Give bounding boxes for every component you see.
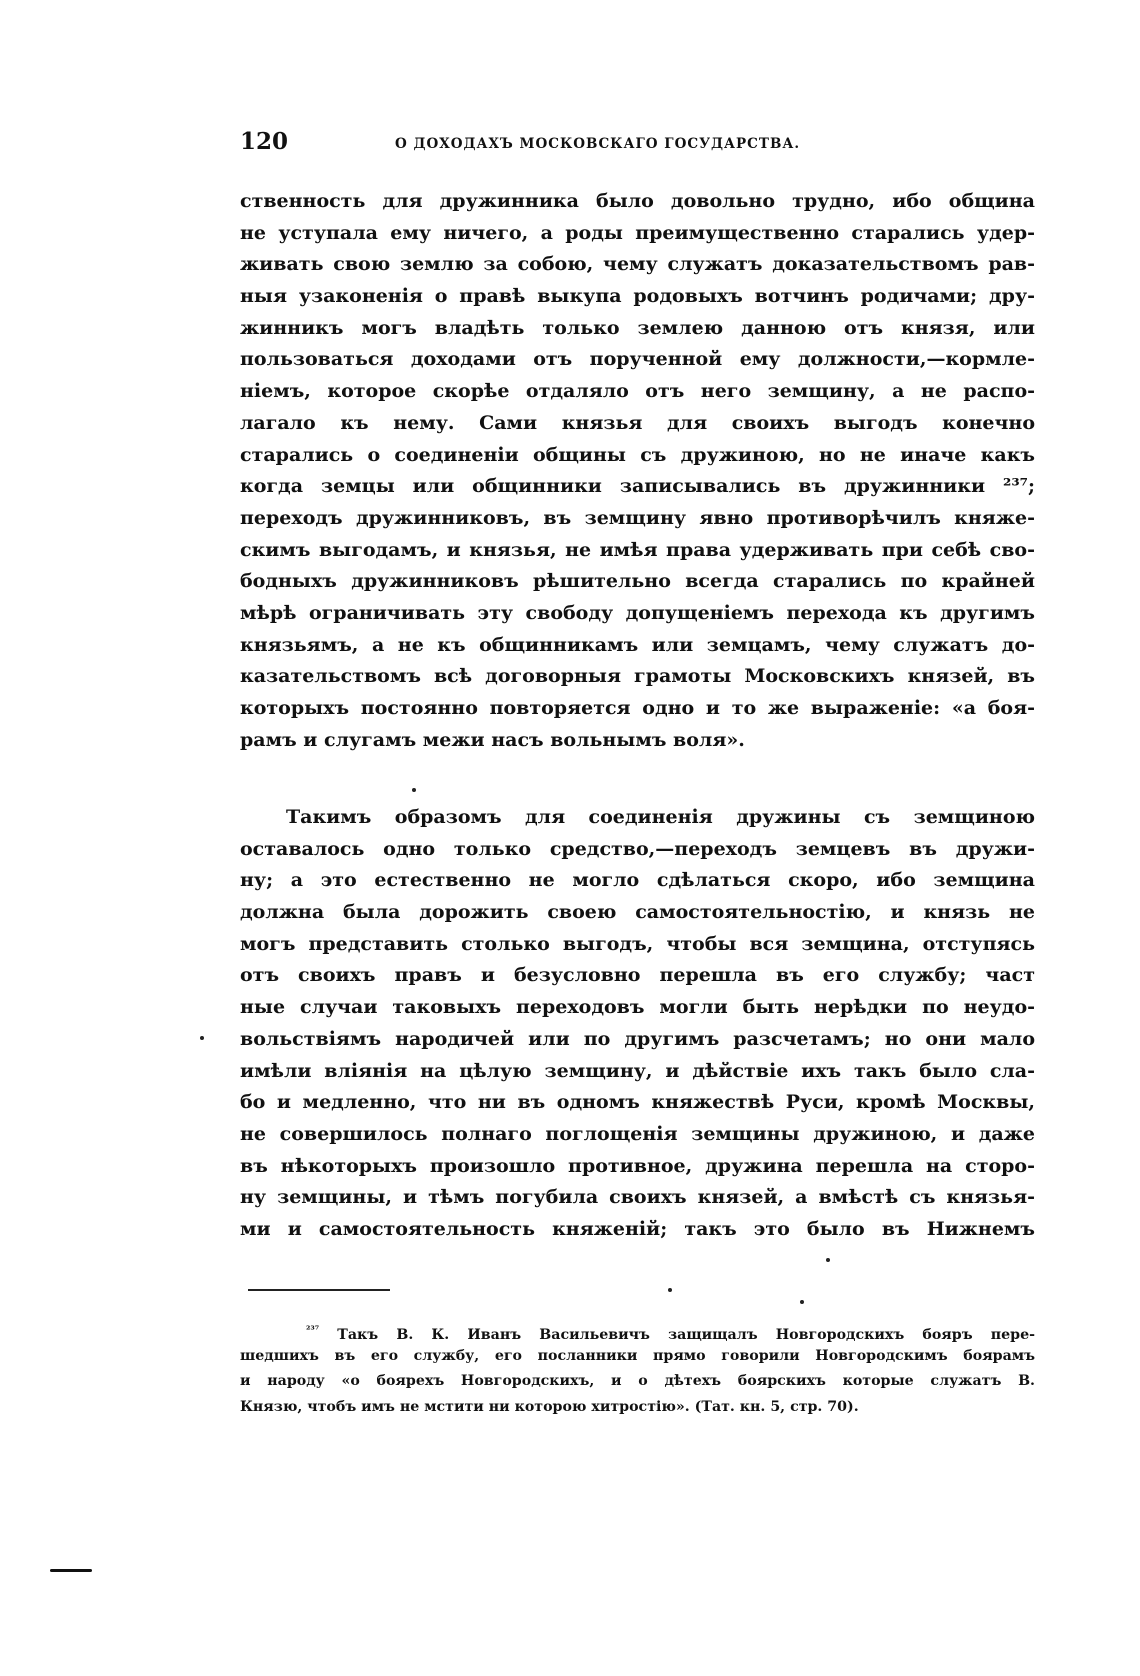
ink-speck (668, 1288, 672, 1292)
ink-speck (200, 1036, 204, 1040)
text-line: пользоваться доходами отъ порученной ему должности,—кормле- (240, 348, 1035, 371)
text-line: не уступала ему ничего, а роды преимущественно старались удер- (240, 221, 1035, 244)
ink-speck (412, 788, 416, 792)
text-line: имѣли вліянія на цѣлую земщину, и дѣйствіе ихъ такъ было сла- (240, 1059, 1035, 1082)
text-line: старались о соединеніи общины съ дружиною, но не иначе какъ (240, 443, 1035, 466)
text-line: когда земцы или общинники записывались въ дружинники ²³⁷; (240, 475, 1035, 498)
text-line: бодныхъ дружинниковъ рѣшительно всегда старались по крайней (240, 570, 1035, 593)
text-line: рамъ и слугамъ межи насъ вольнымъ воля». (240, 728, 745, 751)
text-line: ну земщины, и тѣмъ погубила своихъ князей, а вмѣстѣ съ князья- (240, 1186, 1035, 1209)
text-line: князьямъ, а не къ общинникамъ или земцамъ, чему служатъ до- (240, 633, 1035, 656)
text-line: переходъ дружинниковъ, въ земщину явно противорѣчилъ княже- (240, 506, 1035, 529)
footnote-marker: ²³⁷ (306, 1325, 320, 1336)
paragraph-continuation (240, 186, 1035, 756)
text-line: не совершилось полнаго поглощенія земщины дружиною, и даже (240, 1122, 1035, 1145)
footnote-line: шедшихъ въ его службу, его посланники прямо говорили Новгородскимъ боярамъ (240, 1347, 1035, 1364)
text-line: отъ своихъ правъ и безусловно перешла въ его службу; част (240, 964, 1035, 987)
footnote-line (240, 1318, 1035, 1344)
margin-mark (50, 1569, 92, 1572)
footnote-separator (248, 1289, 390, 1291)
text-line: лагало къ нему. Сами князья для своихъ выгодъ конечно (240, 411, 1035, 434)
ink-speck (826, 1258, 830, 1262)
text-line: вольствіямъ народичей или по другимъ разсчетамъ; но они мало (240, 1027, 1035, 1050)
text-line: могъ представить столько выгодъ, чтобы вся земщина, отступясь (240, 932, 1035, 955)
footnote-text: Такъ В. К. Иванъ Васильевичъ защищалъ Новгородскихъ бояръ пере- (337, 1327, 1035, 1343)
text-line: ну; а это естественно не могло сдѣлаться скоро, ибо земщина (240, 869, 1035, 892)
ink-speck (800, 1300, 804, 1304)
text-line: въ нѣкоторыхъ произошло противное, дружина перешла на сторо- (240, 1154, 1035, 1177)
text-line: живать свою землю за собою, чему служатъ доказательствомъ рав- (240, 253, 1035, 276)
text-line: оставалось одно только средство,—переходъ земцевъ въ дружи- (240, 837, 1035, 860)
paragraph (240, 802, 1035, 1246)
footnote-line: Князю, чтобъ имъ не мстити ни которою хитростію». (Тат. кн. 5, стр. 70). (240, 1399, 859, 1416)
text-line: жинникъ могъ владѣть только землею данною отъ князя, или (240, 316, 1035, 339)
footnote (240, 1318, 1035, 1421)
text-line: мѣрѣ ограничивать эту свободу допущеніемъ перехода къ другимъ (240, 601, 1035, 624)
page-header (240, 128, 1040, 158)
text-line: скимъ выгодамъ, и князья, не имѣя права удерживать при себѣ сво- (240, 538, 1035, 561)
text-line: ніемъ, которое скорѣе отдаляло отъ него земщину, а не распо- (240, 380, 1035, 403)
text-line: ми и самостоятельность княженій; такъ это было въ Нижнемъ (240, 1217, 1035, 1240)
text-line: казательствомъ всѣ договорныя грамоты Московскихъ князей, въ (240, 665, 1035, 688)
text-line: бо и медленно, что ни въ одномъ княжествѣ Руси, кромѣ Москвы, (240, 1091, 1035, 1114)
running-title: О ДОХОДАХЪ МОСКОВСКАГО ГОСУДАРСТВА. (395, 136, 801, 152)
text-line: ные случаи таковыхъ переходовъ могли быть нерѣдки по неудо- (240, 996, 1035, 1019)
text-line: Такимъ образомъ для соединенія дружины съ земщиною (286, 806, 1035, 828)
text-line: ныя узаконенія о правѣ выкупа родовыхъ вотчинъ родичами; дру- (240, 285, 1035, 308)
text-line: ственность для дружинника было довольно трудно, ибо община (240, 190, 1035, 212)
text-line: которыхъ постоянно повторяется одно и то же выраженіе: «а боя- (240, 697, 1035, 719)
text-line: должна была дорожить своею самостоятельностію, и князь не (240, 901, 1035, 924)
page-number: 120 (240, 128, 289, 155)
footnote-line: и народу «о боярехъ Новгородскихъ, и о дѣтехъ боярскихъ которые служатъ В. (240, 1373, 1035, 1390)
